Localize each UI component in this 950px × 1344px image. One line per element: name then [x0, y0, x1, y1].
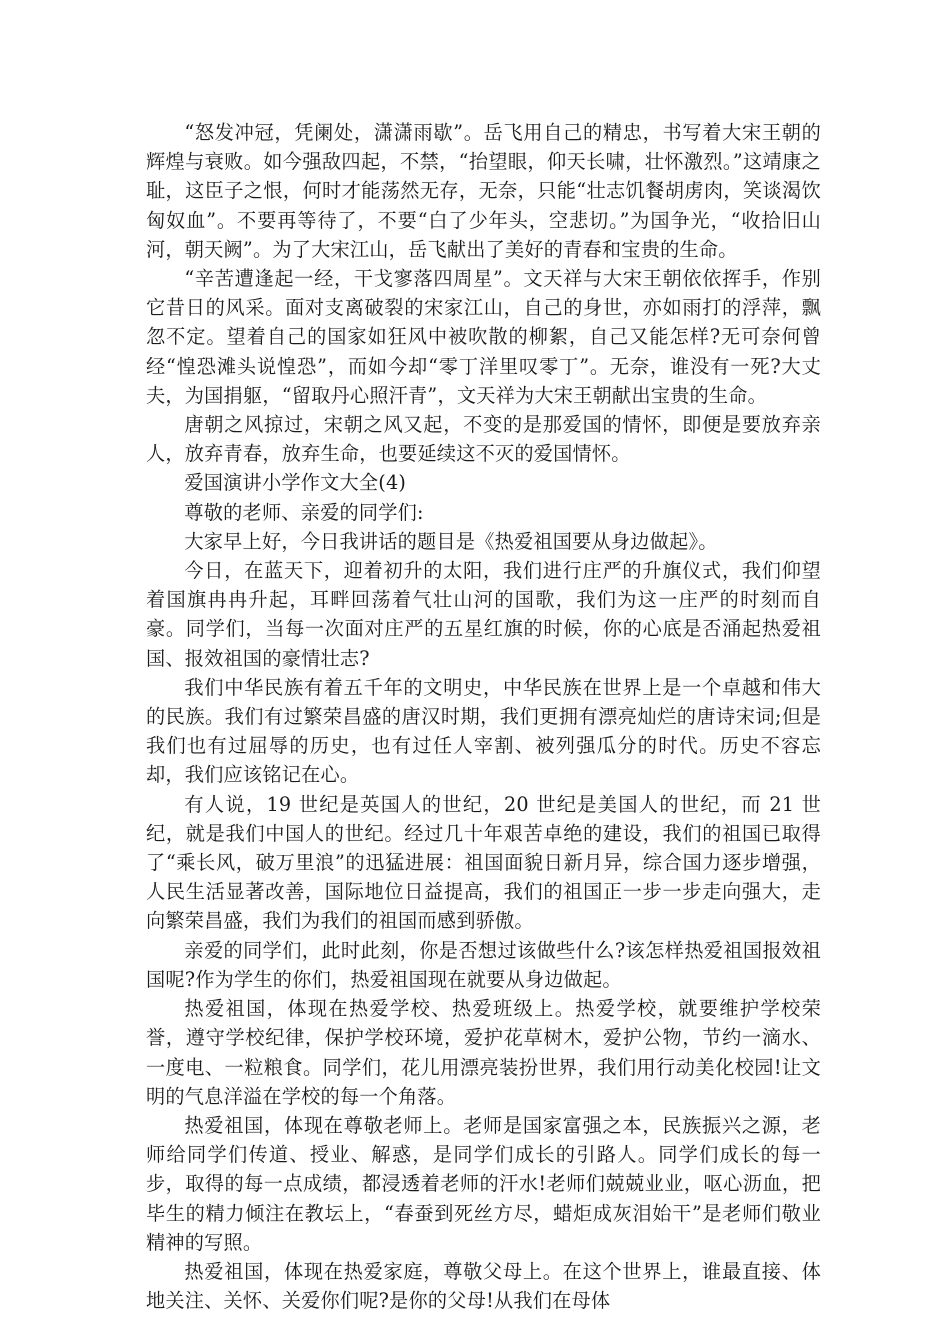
paragraph-family: 热爱祖国，体现在热爱家庭，尊敬父母上。在这个世界上，谁最直接、体地关注、关怀、关爱你们呢?是你的父母!从我们在母体 [146, 1259, 821, 1313]
paragraph-school: 热爱祖国，体现在热爱学校、热爱班级上。热爱学校，就要维护学校荣誉，遵守学校纪律，保护学校环境，爱护花草树木，爱护公物，节约一滴水、一度电、一粒粮食。同学们，花儿用漂亮装扮世界，我们用行动美化校园!让文明的气息洋溢在学校的每一个角落。 [146, 997, 821, 1108]
paragraph-wen-tianxiang: “辛苦遭逢起一经，干戈寥落四周星”。文天祥与大宋王朝依依挥手，作别它昔日的风采。面对支离破裂的宋家江山，自己的身世，亦如雨打的浮萍，飘忽不定。望着自己的国家如狂风中被吹散的柳絮，自己又能怎样?无可奈何曾经“惶恐滩头说惶恐”，而如今却“零丁洋里叹零丁”。无奈，谁没有一死?大丈夫，为国捐躯，“留取丹心照汗青”，文天祥为大宋王朝献出宝贵的生命。 [146, 267, 821, 407]
salutation: 尊敬的老师、亲爱的同学们: [184, 500, 424, 524]
paragraph-century: 有人说，19 世纪是英国人的世纪，20 世纪是美国人的世纪，而 21 世纪，就是我们中国人的世纪。经过几十年艰苦卓绝的建设，我们的祖国已取得了“乘长风，破万里浪”的迅猛进展：祖国面貌日新月异，综合国力逐步增强，人民生活显著改善，国际地位日益提高，我们的祖国正一步一步走向强大，走向繁荣昌盛，我们为我们的祖国而感到骄傲。 [146, 792, 821, 933]
document-page [146, 118, 821, 1315]
section-title: 爱国演讲小学作文大全(4) [184, 471, 407, 495]
paragraph-patriotic-spirit: 唐朝之风掠过，宋朝之风又起，不变的是那爱国的情怀，即便是要放弃亲人，放弃青春，放弃生命，也要延续这不灭的爱国情怀。 [146, 413, 821, 466]
paragraph-flag-ceremony: 今日，在蓝天下，迎着初升的太阳，我们进行庄严的升旗仪式，我们仰望着国旗冉冉升起，耳畔回荡着气壮山河的国歌，我们为这一庄严的时刻而自豪。同学们，当每一次面对庄严的五星红旗的时候，你的心底是否涌起热爱祖国、报效祖国的豪情壮志? [146, 559, 821, 670]
paragraph-yue-fei: “怒发冲冠，凭阑处，潇潇雨歇”。岳飞用自己的精忠，书写着大宋王朝的辉煌与衰败。如今强敌四起，不禁，“抬望眼，仰天长啸，壮怀激烈。”这靖康之耻，这臣子之恨，何时才能荡然无存，无奈，只能“壮志饥餐胡虏肉，笑谈渴饮匈奴血”。不要再等待了，不要“白了少年头，空悲切。”为国争光，“收拾旧山河，朝天阙”。为了大宋江山，岳飞献出了美好的青春和宝贵的生命。 [146, 121, 821, 261]
paragraph-teachers: 热爱祖国，体现在尊敬老师上。老师是国家富强之本，民族振兴之源，老师给同学们传道、授业、解惑，是同学们成长的引路人。同学们成长的每一步，取得的每一点成绩，都浸透着老师的汗水!老师们兢兢业业，呕心沥血，把毕生的精力倾注在教坛上，“春蚕到死丝方尽，蜡炬成灰泪始干”是老师们敬业精神的写照。 [146, 1113, 821, 1254]
paragraph-question: 亲爱的同学们，此时此刻，你是否想过该做些什么?该怎样热爱祖国报效祖国呢?作为学生的你们，热爱祖国现在就要从身边做起。 [146, 938, 821, 991]
paragraph-history: 我们中华民族有着五千年的文明史，中华民族在世界上是一个卓越和伟大的民族。我们有过繁荣昌盛的唐汉时期，我们更拥有漂亮灿烂的唐诗宋词;但是我们也有过屈辱的历史，也有过任人宰割、被列强瓜分的时代。历史不容忘却，我们应该铭记在心。 [146, 675, 821, 787]
speech-topic: 大家早上好，今日我讲话的题目是《热爱祖国要从身边做起》。 [184, 529, 718, 553]
